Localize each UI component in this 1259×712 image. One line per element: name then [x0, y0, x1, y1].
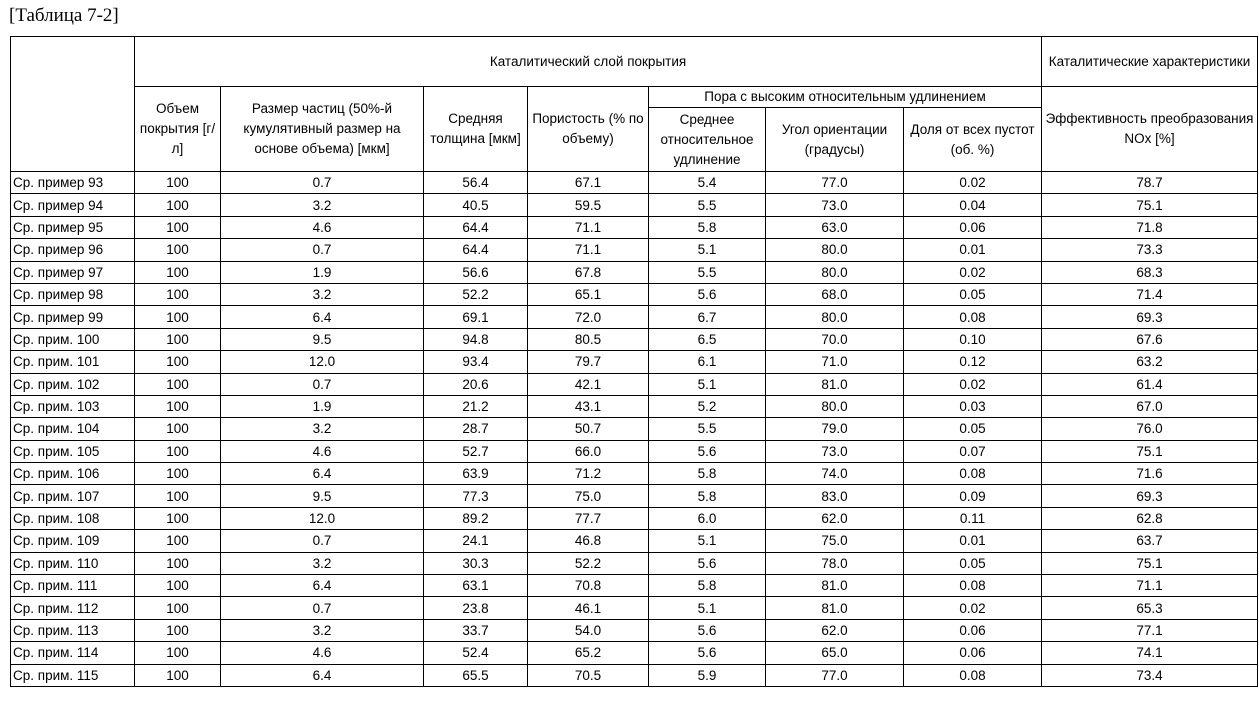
cell-particle: 9.5 — [221, 485, 424, 507]
cell-fraction: 0.02 — [904, 373, 1042, 395]
header-fraction: Доля от всех пустот (об. %) — [904, 108, 1042, 172]
cell-porosity: 67.1 — [528, 172, 649, 194]
cell-particle: 1.9 — [221, 261, 424, 283]
row-label: Ср. пример 93 — [11, 172, 135, 194]
table-row — [11, 239, 1258, 261]
cell-particle: 0.7 — [221, 239, 424, 261]
table-body — [11, 172, 1258, 687]
cell-elongation: 6.1 — [649, 351, 766, 373]
cell-volume: 100 — [135, 463, 221, 485]
cell-angle: 77.0 — [766, 664, 904, 686]
cell-efficiency: 73.3 — [1042, 239, 1258, 261]
row-label: Ср. прим. 104 — [11, 418, 135, 440]
cell-efficiency: 68.3 — [1042, 261, 1258, 283]
cell-angle: 73.0 — [766, 194, 904, 216]
cell-efficiency: 67.6 — [1042, 328, 1258, 350]
cell-thickness: 64.4 — [424, 216, 528, 238]
cell-particle: 3.2 — [221, 619, 424, 641]
table-row — [11, 216, 1258, 238]
row-label: Ср. прим. 100 — [11, 328, 135, 350]
cell-angle: 73.0 — [766, 440, 904, 462]
cell-thickness: 20.6 — [424, 373, 528, 395]
cell-angle: 62.0 — [766, 507, 904, 529]
header-thickness: Средняя толщина [мкм] — [424, 87, 528, 172]
cell-angle: 68.0 — [766, 283, 904, 305]
cell-efficiency: 78.7 — [1042, 172, 1258, 194]
cell-particle: 3.2 — [221, 283, 424, 305]
table-row — [11, 664, 1258, 686]
header-particle: Размер частиц (50%-й кумулятивный размер на основе объема) [мкм] — [221, 87, 424, 172]
table-row — [11, 306, 1258, 328]
cell-elongation: 5.6 — [649, 440, 766, 462]
cell-porosity: 70.5 — [528, 664, 649, 686]
cell-volume: 100 — [135, 507, 221, 529]
cell-particle: 12.0 — [221, 351, 424, 373]
row-label: Ср. прим. 111 — [11, 575, 135, 597]
header-angle: Угол ориентации (градусы) — [766, 108, 904, 172]
cell-thickness: 56.4 — [424, 172, 528, 194]
cell-efficiency: 62.8 — [1042, 507, 1258, 529]
cell-elongation: 5.5 — [649, 194, 766, 216]
cell-particle: 9.5 — [221, 328, 424, 350]
cell-elongation: 5.8 — [649, 485, 766, 507]
cell-efficiency: 75.1 — [1042, 552, 1258, 574]
cell-thickness: 93.4 — [424, 351, 528, 373]
cell-elongation: 5.9 — [649, 664, 766, 686]
cell-thickness: 77.3 — [424, 485, 528, 507]
cell-thickness: 52.7 — [424, 440, 528, 462]
cell-fraction: 0.09 — [904, 485, 1042, 507]
cell-efficiency: 76.0 — [1042, 418, 1258, 440]
cell-fraction: 0.08 — [904, 306, 1042, 328]
cell-efficiency: 65.3 — [1042, 597, 1258, 619]
cell-porosity: 71.1 — [528, 239, 649, 261]
cell-porosity: 66.0 — [528, 440, 649, 462]
cell-thickness: 56.6 — [424, 261, 528, 283]
cell-volume: 100 — [135, 440, 221, 462]
cell-volume: 100 — [135, 530, 221, 552]
cell-fraction: 0.02 — [904, 261, 1042, 283]
cell-thickness: 69.1 — [424, 306, 528, 328]
cell-fraction: 0.01 — [904, 530, 1042, 552]
cell-elongation: 5.5 — [649, 261, 766, 283]
cell-volume: 100 — [135, 351, 221, 373]
cell-porosity: 42.1 — [528, 373, 649, 395]
table-row — [11, 194, 1258, 216]
table-row — [11, 552, 1258, 574]
header-group-main: Каталитический слой покрытия — [135, 37, 1042, 87]
cell-porosity: 75.0 — [528, 485, 649, 507]
table-caption: [Таблица 7-2] — [9, 4, 119, 28]
cell-volume: 100 — [135, 642, 221, 664]
cell-porosity: 59.5 — [528, 194, 649, 216]
table-row — [11, 373, 1258, 395]
data-table — [10, 36, 1258, 687]
cell-angle: 77.0 — [766, 172, 904, 194]
cell-angle: 79.0 — [766, 418, 904, 440]
row-label: Ср. прим. 110 — [11, 552, 135, 574]
header-group-right: Каталитические характеристики — [1042, 37, 1258, 87]
table-row — [11, 575, 1258, 597]
cell-volume: 100 — [135, 328, 221, 350]
cell-efficiency: 75.1 — [1042, 194, 1258, 216]
cell-thickness: 89.2 — [424, 507, 528, 529]
cell-volume: 100 — [135, 664, 221, 686]
row-label: Ср. прим. 105 — [11, 440, 135, 462]
cell-elongation: 5.1 — [649, 530, 766, 552]
cell-angle: 65.0 — [766, 642, 904, 664]
cell-angle: 80.0 — [766, 395, 904, 417]
cell-elongation: 5.6 — [649, 642, 766, 664]
row-label: Ср. прим. 113 — [11, 619, 135, 641]
cell-particle: 6.4 — [221, 664, 424, 686]
cell-efficiency: 71.4 — [1042, 283, 1258, 305]
table-row — [11, 597, 1258, 619]
cell-elongation: 5.1 — [649, 239, 766, 261]
header-efficiency: Эффективность преобразования NOx [%] — [1042, 87, 1258, 172]
cell-particle: 0.7 — [221, 597, 424, 619]
cell-particle: 6.4 — [221, 306, 424, 328]
cell-porosity: 46.1 — [528, 597, 649, 619]
table-row — [11, 395, 1258, 417]
row-label: Ср. пример 94 — [11, 194, 135, 216]
table-row — [11, 485, 1258, 507]
cell-porosity: 54.0 — [528, 619, 649, 641]
cell-elongation: 5.6 — [649, 283, 766, 305]
cell-efficiency: 67.0 — [1042, 395, 1258, 417]
cell-fraction: 0.01 — [904, 239, 1042, 261]
cell-volume: 100 — [135, 552, 221, 574]
cell-angle: 80.0 — [766, 306, 904, 328]
cell-volume: 100 — [135, 239, 221, 261]
cell-volume: 100 — [135, 395, 221, 417]
cell-elongation: 5.8 — [649, 463, 766, 485]
cell-thickness: 23.8 — [424, 597, 528, 619]
cell-thickness: 63.1 — [424, 575, 528, 597]
row-label: Ср. прим. 102 — [11, 373, 135, 395]
cell-elongation: 5.1 — [649, 373, 766, 395]
cell-volume: 100 — [135, 172, 221, 194]
cell-efficiency: 63.7 — [1042, 530, 1258, 552]
cell-elongation: 6.5 — [649, 328, 766, 350]
cell-angle: 62.0 — [766, 619, 904, 641]
table-row — [11, 172, 1258, 194]
cell-efficiency: 71.8 — [1042, 216, 1258, 238]
cell-fraction: 0.06 — [904, 642, 1042, 664]
table-row — [11, 619, 1258, 641]
cell-angle: 63.0 — [766, 216, 904, 238]
cell-efficiency: 69.3 — [1042, 306, 1258, 328]
cell-angle: 80.0 — [766, 261, 904, 283]
cell-thickness: 28.7 — [424, 418, 528, 440]
cell-elongation: 5.1 — [649, 597, 766, 619]
row-label: Ср. прим. 108 — [11, 507, 135, 529]
cell-volume: 100 — [135, 619, 221, 641]
table-row — [11, 507, 1258, 529]
cell-fraction: 0.05 — [904, 552, 1042, 574]
cell-porosity: 72.0 — [528, 306, 649, 328]
cell-efficiency: 61.4 — [1042, 373, 1258, 395]
cell-fraction: 0.12 — [904, 351, 1042, 373]
cell-fraction: 0.02 — [904, 597, 1042, 619]
cell-porosity: 65.2 — [528, 642, 649, 664]
cell-efficiency: 74.1 — [1042, 642, 1258, 664]
cell-angle: 70.0 — [766, 328, 904, 350]
cell-elongation: 5.4 — [649, 172, 766, 194]
cell-thickness: 24.1 — [424, 530, 528, 552]
row-label: Ср. прим. 115 — [11, 664, 135, 686]
header-volume: Объем покрытия [г/л] — [135, 87, 221, 172]
cell-angle: 71.0 — [766, 351, 904, 373]
cell-fraction: 0.06 — [904, 619, 1042, 641]
cell-angle: 83.0 — [766, 485, 904, 507]
cell-fraction: 0.08 — [904, 575, 1042, 597]
cell-efficiency: 71.1 — [1042, 575, 1258, 597]
cell-volume: 100 — [135, 575, 221, 597]
cell-elongation: 5.6 — [649, 552, 766, 574]
cell-efficiency: 73.4 — [1042, 664, 1258, 686]
row-label: Ср. прим. 109 — [11, 530, 135, 552]
cell-fraction: 0.08 — [904, 664, 1042, 686]
cell-particle: 4.6 — [221, 216, 424, 238]
cell-porosity: 70.8 — [528, 575, 649, 597]
cell-elongation: 5.8 — [649, 575, 766, 597]
cell-angle: 78.0 — [766, 552, 904, 574]
row-label: Ср. прим. 112 — [11, 597, 135, 619]
cell-fraction: 0.03 — [904, 395, 1042, 417]
cell-porosity: 80.5 — [528, 328, 649, 350]
cell-particle: 6.4 — [221, 575, 424, 597]
cell-elongation: 5.5 — [649, 418, 766, 440]
cell-particle: 0.7 — [221, 172, 424, 194]
row-label: Ср. пример 96 — [11, 239, 135, 261]
cell-thickness: 94.8 — [424, 328, 528, 350]
cell-fraction: 0.08 — [904, 463, 1042, 485]
cell-angle: 81.0 — [766, 575, 904, 597]
row-label: Ср. пример 99 — [11, 306, 135, 328]
cell-porosity: 71.2 — [528, 463, 649, 485]
cell-volume: 100 — [135, 373, 221, 395]
cell-thickness: 30.3 — [424, 552, 528, 574]
row-label: Ср. пример 97 — [11, 261, 135, 283]
header-elongation: Среднее относительное удлинение — [649, 108, 766, 172]
row-label: Ср. прим. 106 — [11, 463, 135, 485]
row-label: Ср. пример 98 — [11, 283, 135, 305]
cell-porosity: 67.8 — [528, 261, 649, 283]
cell-porosity: 50.7 — [528, 418, 649, 440]
cell-volume: 100 — [135, 597, 221, 619]
cell-angle: 75.0 — [766, 530, 904, 552]
cell-thickness: 65.5 — [424, 664, 528, 686]
cell-volume: 100 — [135, 194, 221, 216]
header-corner — [11, 37, 135, 172]
cell-porosity: 46.8 — [528, 530, 649, 552]
cell-volume: 100 — [135, 418, 221, 440]
cell-fraction: 0.11 — [904, 507, 1042, 529]
cell-angle: 81.0 — [766, 597, 904, 619]
cell-fraction: 0.10 — [904, 328, 1042, 350]
cell-porosity: 79.7 — [528, 351, 649, 373]
cell-angle: 81.0 — [766, 373, 904, 395]
table-row — [11, 283, 1258, 305]
cell-volume: 100 — [135, 261, 221, 283]
cell-particle: 3.2 — [221, 418, 424, 440]
table-row — [11, 463, 1258, 485]
cell-efficiency: 71.6 — [1042, 463, 1258, 485]
row-label: Ср. прим. 114 — [11, 642, 135, 664]
cell-angle: 80.0 — [766, 239, 904, 261]
cell-thickness: 64.4 — [424, 239, 528, 261]
cell-efficiency: 75.1 — [1042, 440, 1258, 462]
cell-volume: 100 — [135, 306, 221, 328]
cell-particle: 12.0 — [221, 507, 424, 529]
cell-particle: 1.9 — [221, 395, 424, 417]
cell-thickness: 33.7 — [424, 619, 528, 641]
table-row — [11, 642, 1258, 664]
table-row — [11, 440, 1258, 462]
cell-elongation: 6.0 — [649, 507, 766, 529]
cell-elongation: 6.7 — [649, 306, 766, 328]
cell-elongation: 5.8 — [649, 216, 766, 238]
cell-thickness: 52.2 — [424, 283, 528, 305]
cell-fraction: 0.04 — [904, 194, 1042, 216]
cell-thickness: 63.9 — [424, 463, 528, 485]
header-porosity: Пористость (% по объему) — [528, 87, 649, 172]
cell-fraction: 0.07 — [904, 440, 1042, 462]
cell-thickness: 21.2 — [424, 395, 528, 417]
table-row — [11, 261, 1258, 283]
cell-elongation: 5.6 — [649, 619, 766, 641]
cell-particle: 3.2 — [221, 194, 424, 216]
cell-porosity: 65.1 — [528, 283, 649, 305]
cell-fraction: 0.05 — [904, 283, 1042, 305]
cell-efficiency: 63.2 — [1042, 351, 1258, 373]
cell-efficiency: 69.3 — [1042, 485, 1258, 507]
cell-fraction: 0.02 — [904, 172, 1042, 194]
cell-thickness: 40.5 — [424, 194, 528, 216]
cell-particle: 0.7 — [221, 373, 424, 395]
row-label: Ср. прим. 103 — [11, 395, 135, 417]
cell-particle: 0.7 — [221, 530, 424, 552]
cell-volume: 100 — [135, 485, 221, 507]
table-row — [11, 418, 1258, 440]
cell-volume: 100 — [135, 283, 221, 305]
cell-angle: 74.0 — [766, 463, 904, 485]
row-label: Ср. прим. 101 — [11, 351, 135, 373]
cell-fraction: 0.05 — [904, 418, 1042, 440]
cell-porosity: 77.7 — [528, 507, 649, 529]
cell-porosity: 52.2 — [528, 552, 649, 574]
cell-particle: 3.2 — [221, 552, 424, 574]
cell-porosity: 43.1 — [528, 395, 649, 417]
cell-particle: 6.4 — [221, 463, 424, 485]
cell-elongation: 5.2 — [649, 395, 766, 417]
cell-fraction: 0.06 — [904, 216, 1042, 238]
cell-particle: 4.6 — [221, 440, 424, 462]
cell-volume: 100 — [135, 216, 221, 238]
row-label: Ср. пример 95 — [11, 216, 135, 238]
row-label: Ср. прим. 107 — [11, 485, 135, 507]
header-pore-group: Пора с высоким относительным удлинением — [649, 87, 1042, 108]
cell-particle: 4.6 — [221, 642, 424, 664]
table-row — [11, 351, 1258, 373]
cell-thickness: 52.4 — [424, 642, 528, 664]
table-row — [11, 530, 1258, 552]
table-row — [11, 328, 1258, 350]
cell-efficiency: 77.1 — [1042, 619, 1258, 641]
cell-porosity: 71.1 — [528, 216, 649, 238]
